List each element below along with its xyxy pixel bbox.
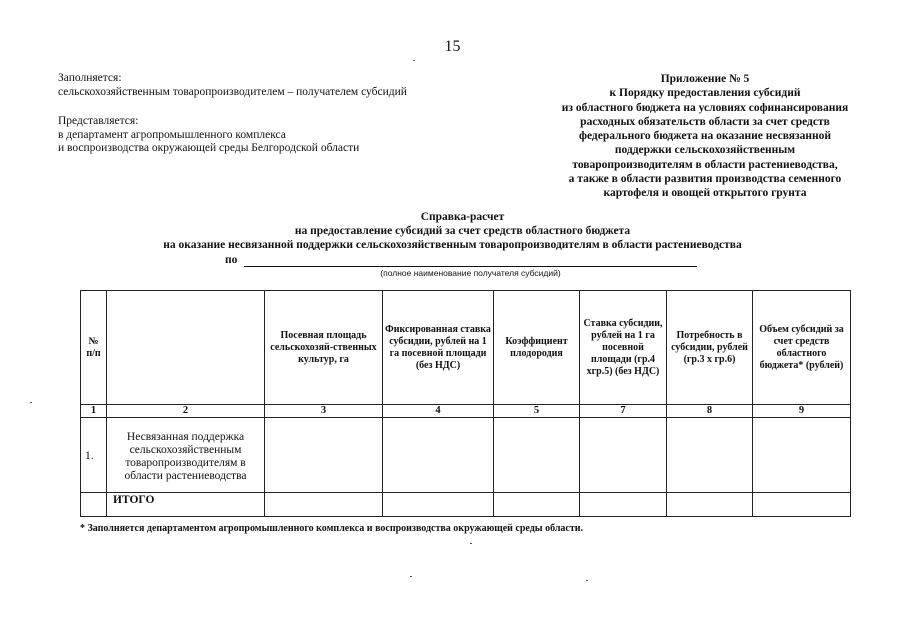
submitted-to-line1: в департамент агропромышленного комплекса (58, 128, 286, 141)
document-title (0, 210, 905, 252)
total-area-cell[interactable] (265, 493, 383, 517)
column-number: 4 (383, 405, 494, 418)
header-cell: Ставка субсидии, рублей на 1 га посевной площади (гр.4 хгр.5) (без НДС) (580, 291, 667, 405)
subsidy-table (80, 290, 851, 517)
area-cell[interactable] (265, 418, 383, 493)
header-cell: Посевная площадь сельскохозяй-ственных культур, га (265, 291, 383, 405)
recipient-label: по (225, 254, 238, 266)
total-fixed-rate-cell[interactable] (383, 493, 494, 517)
header-cell (107, 291, 265, 405)
column-number: 3 (265, 405, 383, 418)
total-index-cell (81, 493, 107, 517)
header-cell: Потребность в субсидии, рублей (гр.3 х гр.6) (667, 291, 753, 405)
recipient-name-field[interactable] (244, 266, 697, 267)
rate-per-ha-cell[interactable] (580, 418, 667, 493)
filled-label: Заполняется: (58, 72, 122, 84)
column-number: 7 (580, 405, 667, 418)
appendix-line: а также в области развития производства семенного (568, 173, 842, 186)
subsidy-need-cell[interactable] (667, 418, 753, 493)
appendix-line: федерального бюджета на оказание несвязанной (578, 130, 831, 143)
table-header-row (81, 291, 851, 405)
filled-by-text: сельскохозяйственным товаропроизводителем – получателем субсидий (58, 85, 407, 98)
scan-speck (470, 543, 472, 544)
filler-info-block (58, 72, 407, 156)
appendix-line: товаропроизводителям в области растениеводства, (572, 158, 838, 171)
fixed-rate-cell[interactable] (383, 418, 494, 493)
submitted-to-line2: и воспроизводства окружающей среды Белгородской области (58, 142, 360, 154)
title-line2: на предоставление субсидий за счет средств областного бюджета (294, 225, 631, 237)
recipient-hint: (полное наименование получателя субсидий) (380, 268, 561, 278)
budget-volume-cell[interactable] (753, 418, 851, 493)
appendix-header (545, 72, 865, 201)
scan-speck (30, 402, 32, 403)
appendix-line: расходных обязательств области за счет средств (580, 115, 830, 128)
column-number: 1 (81, 405, 107, 418)
scan-speck (410, 576, 412, 577)
submitted-label: Представляется: (58, 115, 139, 127)
fertility-coef-cell[interactable] (494, 418, 580, 493)
appendix-line: к Порядку предоставления субсидий (609, 87, 801, 100)
page-number: 15 (444, 38, 461, 55)
column-number: 9 (753, 405, 851, 418)
header-cell: Фиксированная ставка субсидии, рублей на 1 га посевной площади (без НДС) (383, 291, 494, 405)
title-line3: на оказание несвязанной поддержки сельскохозяйственным товаропроизводителям в области растениеводства (163, 239, 742, 251)
total-row (81, 493, 851, 517)
total-need-cell[interactable] (667, 493, 753, 517)
scan-speck (413, 60, 415, 61)
header-cell: № п/п (81, 291, 107, 405)
column-number-row (81, 405, 851, 418)
footnote: * Заполняется департаментом агропромышленного комплекса и воспроизводства окружающей среды области. (80, 523, 584, 534)
total-label: ИТОГО (107, 493, 265, 517)
row-index: 1. (81, 418, 107, 493)
appendix-line: поддержки сельскохозяйственным (614, 144, 796, 157)
table-row (81, 418, 851, 493)
total-rate-cell[interactable] (580, 493, 667, 517)
header-cell: Объем субсидий за счет средств областного бюджета* (рублей) (753, 291, 851, 405)
appendix-line: Приложение № 5 (660, 73, 750, 85)
column-number: 5 (494, 405, 580, 418)
column-number: 8 (667, 405, 753, 418)
title-line1: Справка-расчет (420, 211, 505, 223)
appendix-line: картофеля и овощей открытого грунта (603, 187, 807, 200)
appendix-line: из областного бюджета на условиях софинансирования (561, 101, 849, 114)
scan-speck (586, 580, 588, 581)
header-cell: Коэффициент плодородия (494, 291, 580, 405)
total-volume-cell[interactable] (753, 493, 851, 517)
total-coef-cell[interactable] (494, 493, 580, 517)
column-number: 2 (107, 405, 265, 418)
row-name: Несвязанная поддержка сельскохозяйственным товаропроизводителям в области растениеводства (107, 418, 265, 493)
